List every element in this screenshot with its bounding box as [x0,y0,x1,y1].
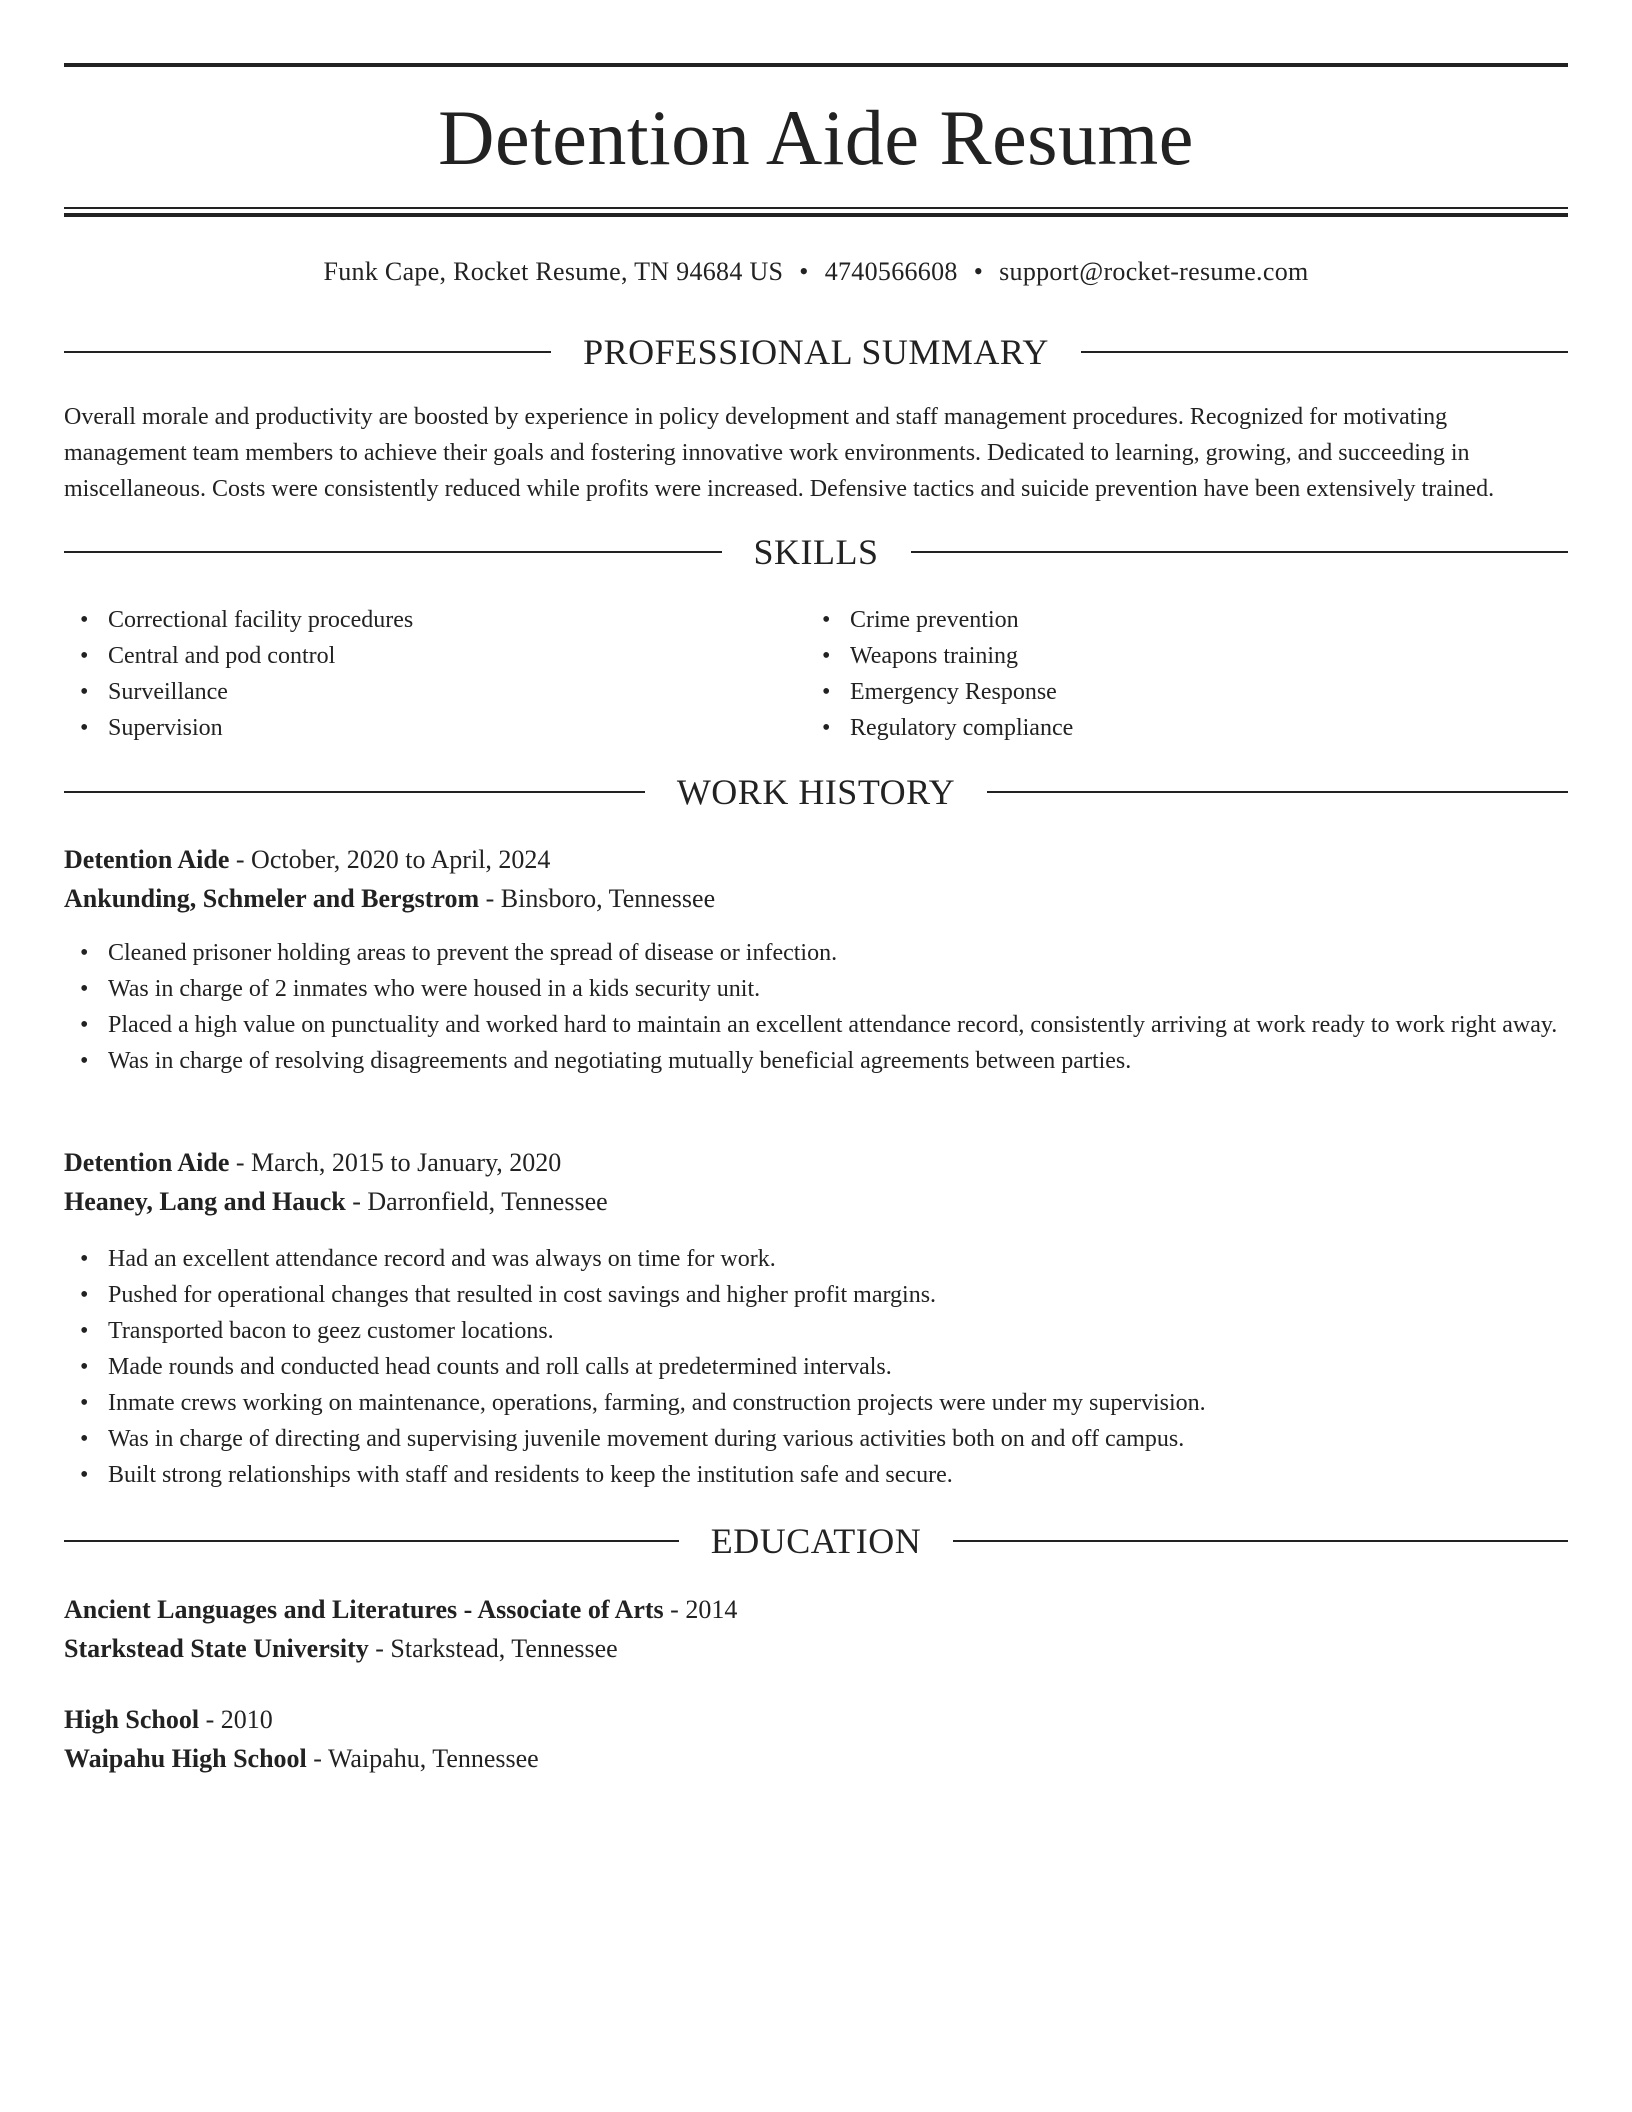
heading-rule-right [953,1540,1568,1542]
skill-item: • Correctional facility procedures [108,602,804,638]
section-heading-education [64,1519,1568,1563]
skills-column-right [806,602,1546,746]
job-location: - Darronfield, Tennessee [345,1187,608,1216]
skill-item: • Regulatory compliance [850,710,1546,746]
skill-item: • Weapons training [850,638,1546,674]
duty-item: • Was in charge of resolving disagreements and negotiating mutually beneficial agreements between parties. [108,1043,1568,1079]
duty-item: • Made rounds and conducted head counts and roll calls at predetermined intervals. [108,1349,1568,1385]
section-title: SKILLS [753,532,879,572]
title-double-rule [64,207,1568,217]
education-location: - Starkstead, Tennessee [368,1634,618,1663]
job-title-line [64,1143,1568,1183]
skill-item: • Crime prevention [850,602,1546,638]
job-company: Heaney, Lang and Hauck [64,1187,346,1216]
contact-separator: • [799,257,809,286]
section-title: PROFESSIONAL SUMMARY [583,332,1049,372]
skill-item: • Supervision [108,710,804,746]
duty-list [64,1241,1568,1493]
heading-rule-left [64,791,645,793]
education-school-line [64,1739,1568,1779]
education-year: - 2014 [663,1595,738,1624]
duty-item: • Cleaned prisoner holding areas to prevent the spread of disease or infection. [108,935,1568,971]
contact-phone: 4740566608 [824,257,958,286]
section-title: WORK HISTORY [676,772,956,812]
education-location: - Waipahu, Tennessee [306,1744,539,1773]
job-dates: - March, 2015 to January, 2020 [229,1148,562,1177]
section-heading-work [64,770,1568,814]
duty-list [64,935,1568,1079]
duty-item: • Pushed for operational changes that resulted in cost savings and higher profit margins. [108,1277,1568,1313]
job-duties [64,1241,1568,1493]
duty-item: • Transported bacon to geez customer locations. [108,1313,1568,1349]
education-degree-line [64,1590,1568,1630]
heading-rule-right [911,551,1569,553]
education-degree-line [64,1700,1568,1740]
contact-email: support@rocket-resume.com [999,257,1309,286]
heading-rule-right [987,791,1568,793]
education-school: Starkstead State University [64,1634,369,1663]
section-heading-summary [64,330,1568,374]
job-title: Detention Aide [64,1148,230,1177]
heading-rule-left [64,1540,679,1542]
skill-item: • Surveillance [108,674,804,710]
duty-item: • Inmate crews working on maintenance, operations, farming, and construction projects were under my supervision. [108,1385,1568,1421]
education-degree: Ancient Languages and Literatures - Associate of Arts [64,1595,664,1624]
contact-separator: • [973,257,984,286]
education-school: Waipahu High School [64,1744,307,1773]
skills-list [806,602,1546,746]
duty-item: • Was in charge of 2 inmates who were housed in a kids security unit. [108,971,1568,1007]
job-location: - Binsboro, Tennessee [479,884,716,913]
job-company: Ankunding, Schmeler and Bergstrom [64,884,480,913]
heading-rule-left [64,351,551,353]
duty-item: • Had an excellent attendance record and was always on time for work. [108,1241,1568,1277]
skills-column-left [64,602,804,746]
contact-address: Funk Cape, Rocket Resume, TN 94684 US [323,257,784,286]
heading-rule-left [64,551,722,553]
education-degree: High School [64,1705,200,1734]
duty-item: • Placed a high value on punctuality and worked hard to maintain an excellent attendance record, consistently arriving at work ready to work right away. [108,1007,1568,1043]
education-school-line [64,1629,1568,1669]
duty-item: • Was in charge of directing and supervising juvenile movement during various activities both on and off campus. [108,1421,1568,1457]
job-company-line [64,879,1568,919]
resume-title: Detention Aide Resume [438,94,1194,181]
duty-item: • Built strong relationships with staff and residents to keep the institution safe and secure. [108,1457,1568,1493]
section-heading-skills [64,530,1568,574]
job-dates: - October, 2020 to April, 2024 [229,845,551,874]
contact-line [64,252,1568,292]
education-year: - 2010 [199,1705,273,1734]
summary-text: Overall morale and productivity are boosted by experience in policy development and staff management procedures. Recognized for motivating management team members to achieve their goals and fostering innovative work environments. Dedicated to learning, growing, and succeeding in miscellaneous. Costs were consistently reduced while profits were increased. Defensive tactics and suicide prevention have been extensively trained. [64,404,1495,502]
skill-item: • Emergency Response [850,674,1546,710]
job-company-line [64,1182,1568,1222]
skills-list [64,602,804,746]
job-duties [64,935,1568,1079]
section-title: EDUCATION [710,1521,922,1561]
top-rule [64,63,1568,67]
skill-item: • Central and pod control [108,638,804,674]
heading-rule-right [1081,351,1568,353]
job-title: Detention Aide [64,845,230,874]
job-title-line [64,840,1568,880]
